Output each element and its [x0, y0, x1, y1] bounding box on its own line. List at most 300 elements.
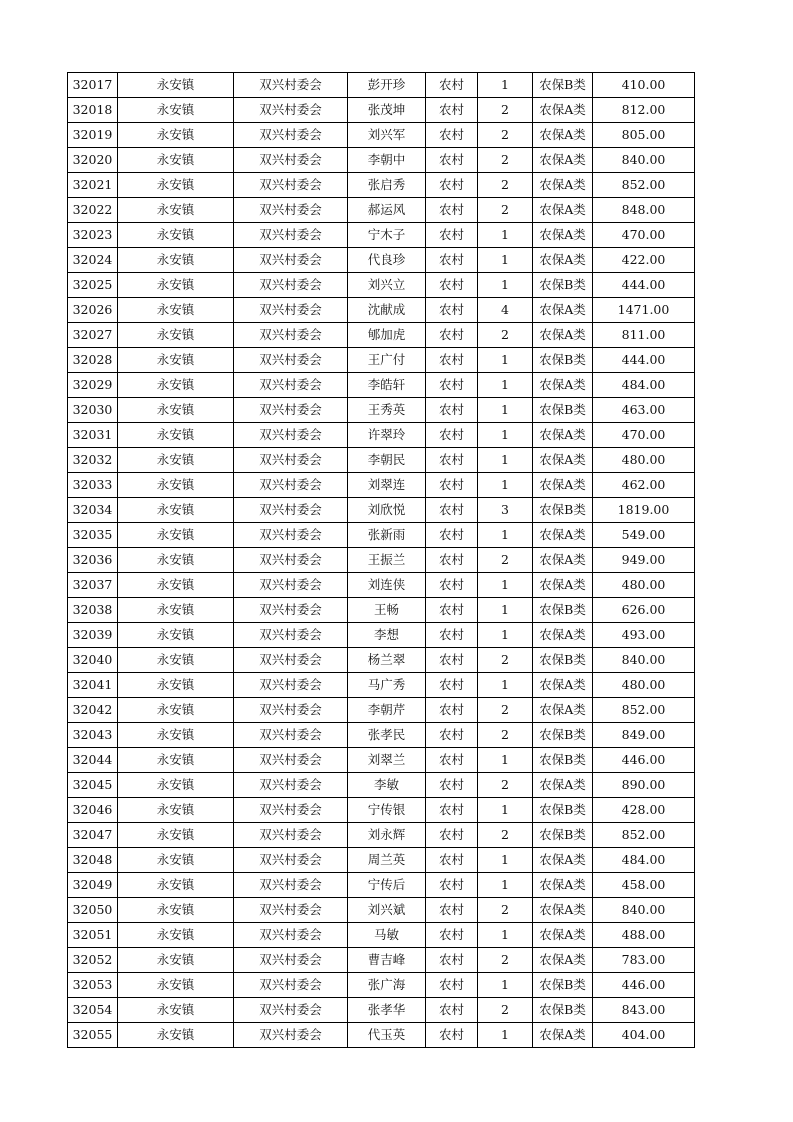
record-id-cell: 32038 [68, 598, 118, 623]
village-committee-cell: 双兴村委会 [234, 348, 348, 373]
table-row [68, 673, 695, 698]
area-type-cell: 农村 [426, 523, 478, 548]
amount-cell: 462.00 [593, 473, 695, 498]
table-row [68, 173, 695, 198]
town-cell: 永安镇 [118, 923, 234, 948]
town-cell: 永安镇 [118, 898, 234, 923]
record-id-cell: 32043 [68, 723, 118, 748]
village-committee-cell: 双兴村委会 [234, 573, 348, 598]
person-name-cell: 宁木子 [348, 223, 426, 248]
household-size-cell: 2 [478, 548, 533, 573]
table-row [68, 623, 695, 648]
area-type-cell: 农村 [426, 573, 478, 598]
person-name-cell: 李敏 [348, 773, 426, 798]
table-row [68, 898, 695, 923]
person-name-cell: 王畅 [348, 598, 426, 623]
area-type-cell: 农村 [426, 273, 478, 298]
household-size-cell: 1 [478, 248, 533, 273]
record-id-cell: 32028 [68, 348, 118, 373]
record-id-cell: 32042 [68, 698, 118, 723]
town-cell: 永安镇 [118, 498, 234, 523]
person-name-cell: 代玉英 [348, 1023, 426, 1048]
town-cell: 永安镇 [118, 298, 234, 323]
table-row [68, 323, 695, 348]
household-size-cell: 1 [478, 448, 533, 473]
area-type-cell: 农村 [426, 423, 478, 448]
area-type-cell: 农村 [426, 548, 478, 573]
record-id-cell: 32048 [68, 848, 118, 873]
person-name-cell: 刘永辉 [348, 823, 426, 848]
household-size-cell: 1 [478, 273, 533, 298]
record-id-cell: 32019 [68, 123, 118, 148]
table-row [68, 148, 695, 173]
person-name-cell: 王振兰 [348, 548, 426, 573]
record-id-cell: 32053 [68, 973, 118, 998]
town-cell: 永安镇 [118, 173, 234, 198]
amount-cell: 783.00 [593, 948, 695, 973]
table-row [68, 848, 695, 873]
person-name-cell: 李想 [348, 623, 426, 648]
amount-cell: 549.00 [593, 523, 695, 548]
household-size-cell: 3 [478, 498, 533, 523]
town-cell: 永安镇 [118, 873, 234, 898]
insurance-category-cell: 农保A类 [533, 848, 593, 873]
record-id-cell: 32032 [68, 448, 118, 473]
area-type-cell: 农村 [426, 198, 478, 223]
household-size-cell: 2 [478, 148, 533, 173]
amount-cell: 852.00 [593, 173, 695, 198]
person-name-cell: 王广付 [348, 348, 426, 373]
amount-cell: 840.00 [593, 898, 695, 923]
amount-cell: 480.00 [593, 448, 695, 473]
amount-cell: 811.00 [593, 323, 695, 348]
table-row [68, 1023, 695, 1048]
village-committee-cell: 双兴村委会 [234, 723, 348, 748]
town-cell: 永安镇 [118, 798, 234, 823]
town-cell: 永安镇 [118, 598, 234, 623]
village-committee-cell: 双兴村委会 [234, 673, 348, 698]
village-committee-cell: 双兴村委会 [234, 398, 348, 423]
town-cell: 永安镇 [118, 848, 234, 873]
amount-cell: 480.00 [593, 673, 695, 698]
household-size-cell: 2 [478, 123, 533, 148]
record-id-cell: 32018 [68, 98, 118, 123]
amount-cell: 484.00 [593, 373, 695, 398]
person-name-cell: 刘兴立 [348, 273, 426, 298]
table-row [68, 973, 695, 998]
table-row [68, 698, 695, 723]
amount-cell: 444.00 [593, 273, 695, 298]
village-committee-cell: 双兴村委会 [234, 623, 348, 648]
household-size-cell: 4 [478, 298, 533, 323]
insurance-category-cell: 农保A类 [533, 573, 593, 598]
person-name-cell: 马广秀 [348, 673, 426, 698]
person-name-cell: 刘翠兰 [348, 748, 426, 773]
town-cell: 永安镇 [118, 548, 234, 573]
village-committee-cell: 双兴村委会 [234, 898, 348, 923]
village-committee-cell: 双兴村委会 [234, 373, 348, 398]
household-size-cell: 1 [478, 1023, 533, 1048]
record-id-cell: 32033 [68, 473, 118, 498]
person-name-cell: 刘兴军 [348, 123, 426, 148]
insurance-category-cell: 农保B类 [533, 498, 593, 523]
amount-cell: 488.00 [593, 923, 695, 948]
amount-cell: 484.00 [593, 848, 695, 873]
person-name-cell: 刘兴斌 [348, 898, 426, 923]
record-id-cell: 32041 [68, 673, 118, 698]
table-row [68, 723, 695, 748]
person-name-cell: 宁传后 [348, 873, 426, 898]
table-row [68, 348, 695, 373]
village-committee-cell: 双兴村委会 [234, 123, 348, 148]
village-committee-cell: 双兴村委会 [234, 948, 348, 973]
area-type-cell: 农村 [426, 698, 478, 723]
record-id-cell: 32031 [68, 423, 118, 448]
insurance-category-cell: 农保B类 [533, 73, 593, 98]
amount-cell: 843.00 [593, 998, 695, 1023]
person-name-cell: 刘连侠 [348, 573, 426, 598]
person-name-cell: 王秀英 [348, 398, 426, 423]
person-name-cell: 代良珍 [348, 248, 426, 273]
table-row [68, 648, 695, 673]
area-type-cell: 农村 [426, 498, 478, 523]
table-row [68, 223, 695, 248]
village-committee-cell: 双兴村委会 [234, 748, 348, 773]
village-committee-cell: 双兴村委会 [234, 298, 348, 323]
village-committee-cell: 双兴村委会 [234, 223, 348, 248]
town-cell: 永安镇 [118, 73, 234, 98]
insurance-category-cell: 农保B类 [533, 348, 593, 373]
table-row [68, 498, 695, 523]
town-cell: 永安镇 [118, 748, 234, 773]
amount-cell: 404.00 [593, 1023, 695, 1048]
insurance-category-cell: 农保A类 [533, 323, 593, 348]
table-row [68, 273, 695, 298]
table-row [68, 823, 695, 848]
village-committee-cell: 双兴村委会 [234, 273, 348, 298]
insurance-category-cell: 农保A类 [533, 373, 593, 398]
area-type-cell: 农村 [426, 898, 478, 923]
amount-cell: 444.00 [593, 348, 695, 373]
person-name-cell: 李皓轩 [348, 373, 426, 398]
area-type-cell: 农村 [426, 348, 478, 373]
insurance-category-cell: 农保A类 [533, 198, 593, 223]
town-cell: 永安镇 [118, 823, 234, 848]
amount-cell: 446.00 [593, 748, 695, 773]
town-cell: 永安镇 [118, 623, 234, 648]
town-cell: 永安镇 [118, 648, 234, 673]
table-row [68, 923, 695, 948]
household-size-cell: 2 [478, 773, 533, 798]
amount-cell: 410.00 [593, 73, 695, 98]
insurance-category-cell: 农保A类 [533, 548, 593, 573]
person-name-cell: 杨兰翠 [348, 648, 426, 673]
household-size-cell: 1 [478, 748, 533, 773]
household-size-cell: 2 [478, 698, 533, 723]
person-name-cell: 郝运风 [348, 198, 426, 223]
town-cell: 永安镇 [118, 398, 234, 423]
area-type-cell: 农村 [426, 98, 478, 123]
insurance-category-cell: 农保A类 [533, 673, 593, 698]
village-committee-cell: 双兴村委会 [234, 498, 348, 523]
insurance-category-cell: 农保A类 [533, 298, 593, 323]
household-size-cell: 1 [478, 398, 533, 423]
town-cell: 永安镇 [118, 98, 234, 123]
amount-cell: 463.00 [593, 398, 695, 423]
town-cell: 永安镇 [118, 198, 234, 223]
record-id-cell: 32055 [68, 1023, 118, 1048]
record-id-cell: 32037 [68, 573, 118, 598]
household-size-cell: 1 [478, 873, 533, 898]
record-id-cell: 32021 [68, 173, 118, 198]
town-cell: 永安镇 [118, 473, 234, 498]
record-id-cell: 32022 [68, 198, 118, 223]
table-row [68, 398, 695, 423]
amount-cell: 1471.00 [593, 298, 695, 323]
village-committee-cell: 双兴村委会 [234, 698, 348, 723]
insurance-category-cell: 农保A类 [533, 148, 593, 173]
record-id-cell: 32044 [68, 748, 118, 773]
area-type-cell: 农村 [426, 848, 478, 873]
record-id-cell: 32040 [68, 648, 118, 673]
area-type-cell: 农村 [426, 923, 478, 948]
table-row [68, 798, 695, 823]
village-committee-cell: 双兴村委会 [234, 998, 348, 1023]
amount-cell: 812.00 [593, 98, 695, 123]
town-cell: 永安镇 [118, 948, 234, 973]
records-table [67, 72, 695, 1048]
table-row [68, 573, 695, 598]
town-cell: 永安镇 [118, 673, 234, 698]
insurance-category-cell: 农保A类 [533, 248, 593, 273]
town-cell: 永安镇 [118, 148, 234, 173]
person-name-cell: 张孝民 [348, 723, 426, 748]
table-row [68, 98, 695, 123]
insurance-category-cell: 农保A类 [533, 623, 593, 648]
amount-cell: 852.00 [593, 823, 695, 848]
household-size-cell: 1 [478, 848, 533, 873]
insurance-category-cell: 农保A类 [533, 523, 593, 548]
insurance-category-cell: 农保A类 [533, 948, 593, 973]
person-name-cell: 沈献成 [348, 298, 426, 323]
amount-cell: 480.00 [593, 573, 695, 598]
person-name-cell: 许翠玲 [348, 423, 426, 448]
area-type-cell: 农村 [426, 873, 478, 898]
table-row [68, 248, 695, 273]
town-cell: 永安镇 [118, 123, 234, 148]
village-committee-cell: 双兴村委会 [234, 448, 348, 473]
record-id-cell: 32045 [68, 773, 118, 798]
insurance-category-cell: 农保B类 [533, 723, 593, 748]
village-committee-cell: 双兴村委会 [234, 423, 348, 448]
area-type-cell: 农村 [426, 948, 478, 973]
area-type-cell: 农村 [426, 673, 478, 698]
town-cell: 永安镇 [118, 323, 234, 348]
amount-cell: 458.00 [593, 873, 695, 898]
person-name-cell: 宁传银 [348, 798, 426, 823]
person-name-cell: 李朝民 [348, 448, 426, 473]
person-name-cell: 郇加虎 [348, 323, 426, 348]
area-type-cell: 农村 [426, 723, 478, 748]
household-size-cell: 2 [478, 823, 533, 848]
area-type-cell: 农村 [426, 248, 478, 273]
insurance-category-cell: 农保B类 [533, 273, 593, 298]
household-size-cell: 2 [478, 648, 533, 673]
village-committee-cell: 双兴村委会 [234, 148, 348, 173]
table-row [68, 873, 695, 898]
household-size-cell: 1 [478, 348, 533, 373]
amount-cell: 446.00 [593, 973, 695, 998]
town-cell: 永安镇 [118, 348, 234, 373]
area-type-cell: 农村 [426, 648, 478, 673]
village-committee-cell: 双兴村委会 [234, 648, 348, 673]
person-name-cell: 刘欣悦 [348, 498, 426, 523]
table-row [68, 948, 695, 973]
person-name-cell: 张广海 [348, 973, 426, 998]
area-type-cell: 农村 [426, 223, 478, 248]
household-size-cell: 1 [478, 223, 533, 248]
village-committee-cell: 双兴村委会 [234, 523, 348, 548]
household-size-cell: 1 [478, 473, 533, 498]
record-id-cell: 32035 [68, 523, 118, 548]
person-name-cell: 曹吉峰 [348, 948, 426, 973]
table-row [68, 598, 695, 623]
amount-cell: 422.00 [593, 248, 695, 273]
household-size-cell: 1 [478, 623, 533, 648]
area-type-cell: 农村 [426, 798, 478, 823]
insurance-category-cell: 农保B类 [533, 598, 593, 623]
insurance-category-cell: 农保B类 [533, 748, 593, 773]
amount-cell: 470.00 [593, 223, 695, 248]
village-committee-cell: 双兴村委会 [234, 973, 348, 998]
household-size-cell: 2 [478, 723, 533, 748]
household-size-cell: 1 [478, 598, 533, 623]
record-id-cell: 32030 [68, 398, 118, 423]
record-id-cell: 32027 [68, 323, 118, 348]
person-name-cell: 李朝芹 [348, 698, 426, 723]
table-row [68, 123, 695, 148]
household-size-cell: 2 [478, 998, 533, 1023]
insurance-category-cell: 农保A类 [533, 223, 593, 248]
insurance-category-cell: 农保A类 [533, 898, 593, 923]
village-committee-cell: 双兴村委会 [234, 923, 348, 948]
record-id-cell: 32052 [68, 948, 118, 973]
area-type-cell: 农村 [426, 148, 478, 173]
village-committee-cell: 双兴村委会 [234, 248, 348, 273]
household-size-cell: 1 [478, 798, 533, 823]
area-type-cell: 农村 [426, 998, 478, 1023]
village-committee-cell: 双兴村委会 [234, 773, 348, 798]
household-size-cell: 1 [478, 73, 533, 98]
record-id-cell: 32047 [68, 823, 118, 848]
area-type-cell: 农村 [426, 1023, 478, 1048]
insurance-category-cell: 农保B类 [533, 973, 593, 998]
insurance-category-cell: 农保A类 [533, 98, 593, 123]
amount-cell: 852.00 [593, 698, 695, 723]
insurance-category-cell: 农保A类 [533, 423, 593, 448]
village-committee-cell: 双兴村委会 [234, 873, 348, 898]
town-cell: 永安镇 [118, 998, 234, 1023]
amount-cell: 470.00 [593, 423, 695, 448]
table-row [68, 198, 695, 223]
insurance-category-cell: 农保B类 [533, 648, 593, 673]
household-size-cell: 1 [478, 423, 533, 448]
area-type-cell: 农村 [426, 173, 478, 198]
amount-cell: 626.00 [593, 598, 695, 623]
area-type-cell: 农村 [426, 298, 478, 323]
amount-cell: 890.00 [593, 773, 695, 798]
record-id-cell: 32024 [68, 248, 118, 273]
person-name-cell: 张启秀 [348, 173, 426, 198]
area-type-cell: 农村 [426, 448, 478, 473]
village-committee-cell: 双兴村委会 [234, 323, 348, 348]
record-id-cell: 32051 [68, 923, 118, 948]
household-size-cell: 1 [478, 523, 533, 548]
town-cell: 永安镇 [118, 973, 234, 998]
town-cell: 永安镇 [118, 698, 234, 723]
household-size-cell: 2 [478, 98, 533, 123]
household-size-cell: 1 [478, 373, 533, 398]
record-id-cell: 32046 [68, 798, 118, 823]
town-cell: 永安镇 [118, 273, 234, 298]
area-type-cell: 农村 [426, 473, 478, 498]
record-id-cell: 32036 [68, 548, 118, 573]
town-cell: 永安镇 [118, 573, 234, 598]
amount-cell: 849.00 [593, 723, 695, 748]
household-size-cell: 2 [478, 898, 533, 923]
town-cell: 永安镇 [118, 223, 234, 248]
village-committee-cell: 双兴村委会 [234, 473, 348, 498]
record-id-cell: 32023 [68, 223, 118, 248]
amount-cell: 805.00 [593, 123, 695, 148]
village-committee-cell: 双兴村委会 [234, 98, 348, 123]
insurance-category-cell: 农保A类 [533, 698, 593, 723]
table-row [68, 298, 695, 323]
person-name-cell: 张茂坤 [348, 98, 426, 123]
household-size-cell: 2 [478, 173, 533, 198]
person-name-cell: 李朝中 [348, 148, 426, 173]
person-name-cell: 彭开珍 [348, 73, 426, 98]
household-size-cell: 1 [478, 923, 533, 948]
record-id-cell: 32049 [68, 873, 118, 898]
person-name-cell: 张新雨 [348, 523, 426, 548]
record-id-cell: 32029 [68, 373, 118, 398]
town-cell: 永安镇 [118, 1023, 234, 1048]
table-row [68, 373, 695, 398]
insurance-category-cell: 农保B类 [533, 798, 593, 823]
household-size-cell: 2 [478, 198, 533, 223]
household-size-cell: 2 [478, 948, 533, 973]
record-id-cell: 32017 [68, 73, 118, 98]
town-cell: 永安镇 [118, 423, 234, 448]
area-type-cell: 农村 [426, 323, 478, 348]
person-name-cell: 马敏 [348, 923, 426, 948]
insurance-category-cell: 农保A类 [533, 1023, 593, 1048]
area-type-cell: 农村 [426, 73, 478, 98]
insurance-category-cell: 农保A类 [533, 923, 593, 948]
household-size-cell: 2 [478, 323, 533, 348]
amount-cell: 840.00 [593, 648, 695, 673]
record-id-cell: 32054 [68, 998, 118, 1023]
village-committee-cell: 双兴村委会 [234, 598, 348, 623]
area-type-cell: 农村 [426, 748, 478, 773]
insurance-category-cell: 农保A类 [533, 773, 593, 798]
village-committee-cell: 双兴村委会 [234, 1023, 348, 1048]
table-row [68, 523, 695, 548]
insurance-category-cell: 农保A类 [533, 123, 593, 148]
table-row [68, 773, 695, 798]
area-type-cell: 农村 [426, 598, 478, 623]
